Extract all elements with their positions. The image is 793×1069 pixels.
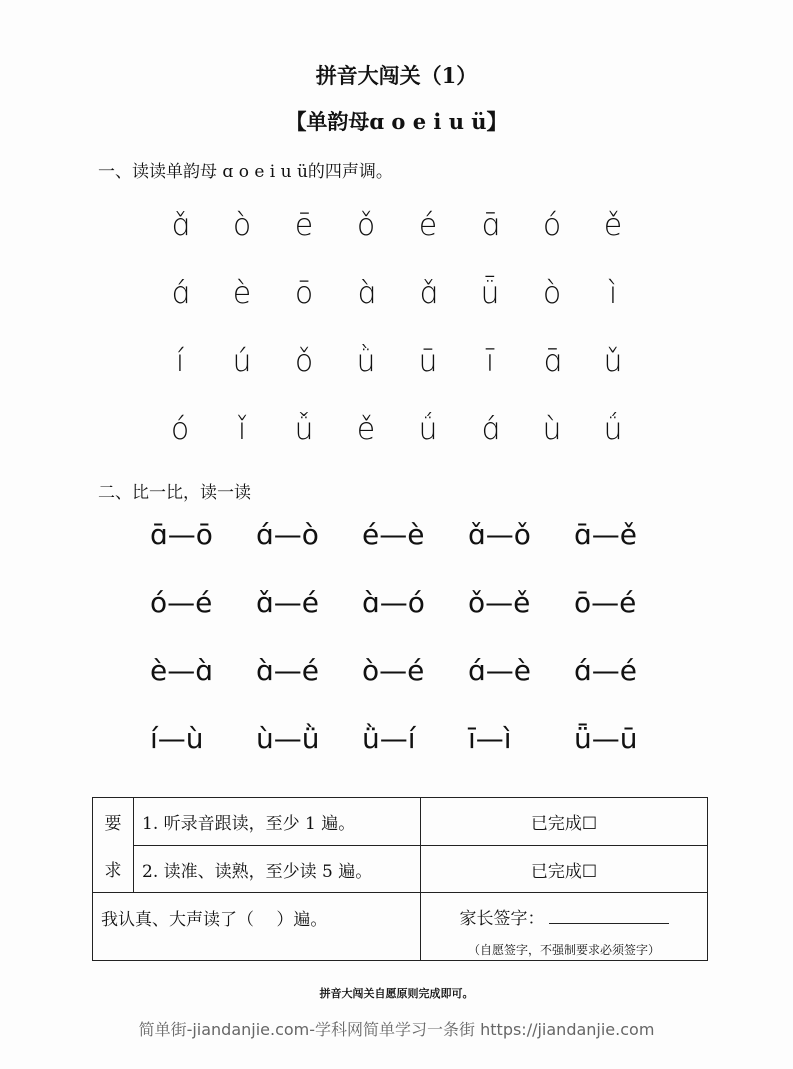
tone-syllable: ǘ xyxy=(603,412,623,447)
compare-pair: í—ù xyxy=(150,722,204,755)
tone-syllable: ì xyxy=(608,276,618,311)
compare-pair: ɑ́—ò xyxy=(256,518,319,551)
tone-syllable: ɑ̄ xyxy=(542,344,562,379)
tone-syllable: ǒ xyxy=(356,208,376,243)
tone-syllable: ǒ xyxy=(294,344,314,379)
tone-syllable: ó xyxy=(170,412,190,447)
tone-syllable: ě xyxy=(603,208,623,243)
tone-syllable: ǚ xyxy=(294,412,314,447)
tone-syllable: ó xyxy=(542,208,562,243)
req-label-top: 要 xyxy=(93,798,134,846)
section2-heading: 二、比一比，读一读 xyxy=(98,483,251,503)
footnote: 拼音大闯关自愿原则完成即可。 xyxy=(319,987,474,1000)
compare-pair: ɑ̄—ě xyxy=(574,518,637,551)
tone-syllable: é xyxy=(418,208,438,243)
compare-pair: ɑ̄—ō xyxy=(150,518,213,551)
requirements-table xyxy=(92,797,708,961)
tone-syllable: ē xyxy=(294,208,314,243)
tone-syllable: è xyxy=(232,276,252,311)
signature-note: （自愿签字，不强制要求必须签字） xyxy=(467,942,660,957)
tone-syllable: ǘ xyxy=(418,412,438,447)
compare-pair: ǖ—ū xyxy=(574,722,638,755)
compare-pair: è—ɑ̀ xyxy=(150,654,213,687)
tone-syllable: í xyxy=(175,344,185,379)
page-title: 拼音大闯关（1） xyxy=(315,63,478,88)
req-item-2: 2. 读准、读熟，至少读 5 遍。 xyxy=(134,846,421,893)
signature-label: 家长签字： xyxy=(459,908,545,929)
compare-pair: ɑ̌—ǒ xyxy=(468,518,531,551)
compare-pair: é—è xyxy=(362,518,425,551)
page-subtitle: 【单韵母ɑ o e i u ü】 xyxy=(285,109,508,134)
req-item-1: 1. 听录音跟读，至少 1 遍。 xyxy=(134,798,421,846)
tone-syllable: ù xyxy=(542,412,562,447)
tone-syllable: ɑ̄ xyxy=(480,208,500,243)
req-label-bottom: 求 xyxy=(93,846,134,893)
compare-pair: ɑ̀—é xyxy=(256,654,319,687)
tone-syllable: ɑ́ xyxy=(170,276,190,311)
watermark: 简单街-jiandanjie.com-学科网简单学习一条街 https://jiandanjie.com xyxy=(138,1020,655,1039)
compare-pair: ɑ̌—é xyxy=(256,586,319,619)
section1-heading: 一、读读单韵母 ɑ o e i u ü的四声调。 xyxy=(98,162,393,182)
req-status-1[interactable]: 已完成☐ xyxy=(421,798,708,846)
tone-syllable: ú xyxy=(232,344,252,379)
tone-syllable: ǐ xyxy=(237,412,247,447)
compare-pair: ǜ—í xyxy=(362,722,416,755)
compare-pair: ǒ—ě xyxy=(468,586,531,619)
compare-pair: ō—é xyxy=(574,586,637,619)
tone-syllable: ɑ́ xyxy=(480,412,500,447)
tone-syllable: ū xyxy=(418,344,438,379)
compare-pair: ò—é xyxy=(362,654,425,687)
req-status-2[interactable]: 已完成☐ xyxy=(421,846,708,893)
read-count-field[interactable] xyxy=(93,893,421,961)
compare-pair: ó—é xyxy=(150,586,213,619)
compare-pair: ù—ǜ xyxy=(256,722,320,755)
tone-syllable: ɑ̀ xyxy=(356,276,376,311)
tone-syllable: ò xyxy=(232,208,252,243)
tone-syllable: ɑ̌ xyxy=(418,276,438,311)
compare-pair: ɑ́—é xyxy=(574,654,637,687)
read-count-text: 我认真、大声读了（ ）遍。 xyxy=(101,910,328,930)
tone-syllable: ō xyxy=(294,276,314,311)
compare-pair: ī—ì xyxy=(468,722,512,755)
tone-syllable: ò xyxy=(542,276,562,311)
tone-syllable: ɑ̌ xyxy=(170,208,190,243)
compare-pair: ɑ́—è xyxy=(468,654,531,687)
tone-syllable: ǖ xyxy=(480,276,500,311)
signature-cell[interactable] xyxy=(421,893,708,961)
signature-line[interactable] xyxy=(549,923,669,924)
tone-syllable: ǜ xyxy=(356,344,376,379)
tone-syllable: ě xyxy=(356,412,376,447)
compare-pair: ɑ̀—ó xyxy=(362,586,425,619)
tone-syllable: ī xyxy=(485,344,495,379)
tone-syllable: ǔ xyxy=(603,344,623,379)
